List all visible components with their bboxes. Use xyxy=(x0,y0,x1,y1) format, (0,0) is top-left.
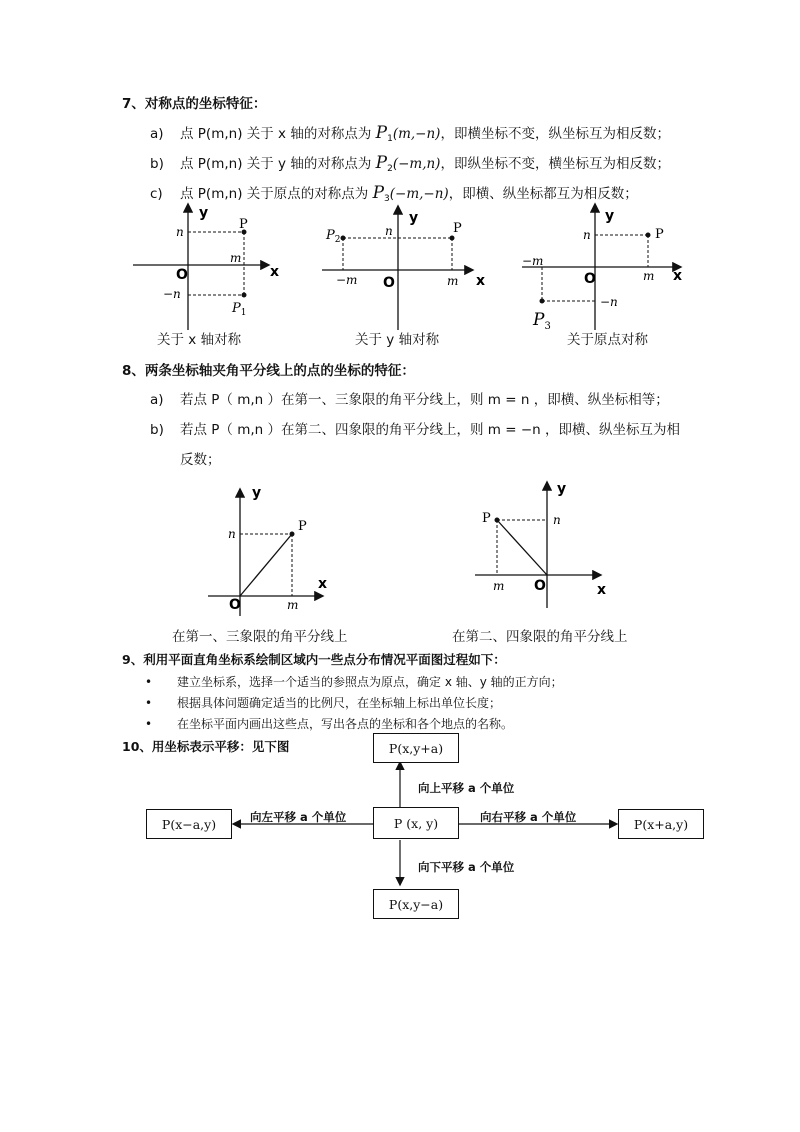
fig3-n-label: n xyxy=(583,228,591,242)
section10-heading: 10、用坐标表示平移：见下图 xyxy=(122,739,290,754)
fig1-caption: 关于 x 轴对称 xyxy=(157,332,242,348)
fig5-caption: 在第二、四象限的角平分线上 xyxy=(452,629,628,645)
fig2-p2-label: $P_2$ xyxy=(326,228,341,245)
fig3-neg-n-label: −n xyxy=(600,295,618,309)
figure-origin-symmetry xyxy=(522,205,682,332)
s7-item-b xyxy=(150,152,670,174)
s7-item-b-coord: (−m,n) xyxy=(392,156,441,172)
s7-item-b-point: P xyxy=(375,153,388,173)
fig3-y-label: y xyxy=(605,208,615,224)
fig2-caption: 关于 y 轴对称 xyxy=(355,332,440,348)
fig2-n-label: n xyxy=(385,224,393,238)
fig1-y-label: y xyxy=(199,205,209,221)
s7-item-a-pre: 点 P(m,n) 关于 x 轴的对称点为 xyxy=(180,126,372,142)
box-up: P(x,y+a) xyxy=(373,733,459,763)
fig5-p-label: P xyxy=(482,511,491,526)
figure-second-fourth-bisector xyxy=(475,481,606,608)
fig5-origin-label: O xyxy=(534,578,546,594)
s7-item-c-sub: 3 xyxy=(384,194,390,204)
fig3-point-p xyxy=(646,233,651,238)
s7-item-c-tag: c) xyxy=(150,186,163,202)
fig2-origin-label: O xyxy=(383,275,395,291)
s8-item-b-continuation: 反数； xyxy=(180,452,221,468)
fig4-origin-label: O xyxy=(229,597,241,613)
s9-item-1-text: 建立坐标系，选择一个适当的参照点为原点，确定 x 轴、y 轴的正方向； xyxy=(177,675,563,689)
bullet-icon: • xyxy=(145,717,153,731)
fig3-caption: 关于原点对称 xyxy=(567,332,648,348)
section7-heading: 7、对称点的坐标特征： xyxy=(122,96,267,112)
s9-item-2-text: 根据具体问题确定适当的比例尺，在坐标轴上标出单位长度； xyxy=(177,696,502,710)
s7-item-b-post: ，即纵坐标不变，横坐标互为相反数； xyxy=(440,156,670,172)
box-left: P(x−a,y) xyxy=(146,809,232,839)
figure-first-third-bisector xyxy=(208,485,327,616)
fig1-p1-label: $P_1$ xyxy=(232,301,247,318)
label-right: 向右平移 a 个单位 xyxy=(480,810,577,824)
fig1-n-label: n xyxy=(176,225,184,239)
bisector-figures xyxy=(0,478,800,628)
fig5-m-label: m xyxy=(493,579,505,593)
fig2-y-label: y xyxy=(409,210,419,226)
fig2-p-label: P xyxy=(453,221,462,236)
fig3-origin-label: O xyxy=(584,271,596,287)
s8-item-a xyxy=(150,388,669,408)
fig3-x-label: x xyxy=(673,268,683,284)
label-up: 向上平移 a 个单位 xyxy=(418,781,515,795)
fig4-y-label: y xyxy=(252,485,262,501)
box-center: P (x, y) xyxy=(373,807,459,839)
fig1-neg-n-label: −n xyxy=(163,287,181,301)
section8-heading: 8、两条坐标轴夹角平分线上的点的坐标的特征： xyxy=(122,363,415,379)
s7-item-c-post: ，即横、纵坐标都互为相反数； xyxy=(448,186,638,202)
figure-x-axis-symmetry xyxy=(133,205,279,330)
fig5-bisector xyxy=(497,520,547,575)
fig1-m-label: m xyxy=(230,251,242,265)
s8-item-b-tag: b) xyxy=(150,422,164,438)
fig3-m-label: m xyxy=(643,269,655,283)
s9-list-item xyxy=(145,673,563,690)
fig2-m-label: m xyxy=(447,274,459,288)
fig3-p-label: P xyxy=(655,227,664,242)
label-down: 向下平移 a 个单位 xyxy=(418,860,515,874)
fig2-point-p xyxy=(450,236,455,241)
fig4-point-p xyxy=(290,532,295,537)
s8-item-b-text: 若点 P（ m,n ）在第二、四象限的角平分线上，则 m = −n ，即横、纵坐标互为相 xyxy=(180,422,681,438)
fig4-bisector xyxy=(240,534,292,596)
bullet-icon: • xyxy=(145,696,153,710)
fig1-p-label: P xyxy=(239,217,248,232)
box-right: P(x+a,y) xyxy=(618,809,704,839)
fig2-x-label: x xyxy=(476,273,486,289)
s9-item-3-text: 在坐标平面内画出这些点，写出各点的坐标和各个地点的名称。 xyxy=(177,717,514,731)
fig1-x-label: x xyxy=(270,264,280,280)
s7-item-a xyxy=(150,122,670,144)
s9-list-item xyxy=(145,694,501,711)
s7-item-c-point: P xyxy=(372,183,385,203)
fig4-n-label: n xyxy=(228,527,236,541)
s8-item-b xyxy=(150,418,680,438)
s7-item-b-pre: 点 P(m,n) 关于 y 轴的对称点为 xyxy=(180,156,372,172)
fig5-point-p xyxy=(495,518,500,523)
fig5-y-label: y xyxy=(557,481,567,497)
fig3-neg-m-label: −m xyxy=(522,254,544,268)
fig2-point-p2 xyxy=(341,236,346,241)
s7-item-b-tag: b) xyxy=(150,156,164,172)
fig1-origin-label: O xyxy=(176,267,188,283)
fig3-p3-label: $P_3$ xyxy=(533,310,551,332)
section9-heading: 9、利用平面直角坐标系绘制区域内一些点分布情况平面图过程如下： xyxy=(122,652,506,667)
fig2-neg-m-label: −m xyxy=(336,273,358,287)
fig3-point-p3 xyxy=(540,299,545,304)
fig4-caption: 在第一、三象限的角平分线上 xyxy=(172,629,348,645)
bullet-icon: • xyxy=(145,675,153,689)
s7-item-a-post: ，即横坐标不变，纵坐标互为相反数； xyxy=(440,126,670,142)
s7-item-c-pre: 点 P(m,n) 关于原点的对称点为 xyxy=(180,186,369,202)
s7-item-a-point: P xyxy=(375,123,388,143)
s8-item-a-tag: a) xyxy=(150,392,164,408)
fig5-x-label: x xyxy=(597,582,607,598)
s7-item-a-tag: a) xyxy=(150,126,164,142)
fig4-x-label: x xyxy=(318,576,328,592)
s7-item-c-coord: (−m,−n) xyxy=(389,186,449,202)
s7-item-a-sub: 1 xyxy=(387,134,393,144)
s8-item-a-text: 若点 P（ m,n ）在第一、三象限的角平分线上，则 m = n ，即横、纵坐标相等； xyxy=(180,392,669,408)
fig4-m-label: m xyxy=(287,598,299,612)
fig1-point-p1 xyxy=(242,293,247,298)
fig5-n-label: n xyxy=(553,513,561,527)
figure-y-axis-symmetry xyxy=(322,207,485,330)
s7-item-b-sub: 2 xyxy=(387,164,393,174)
s9-list-item xyxy=(145,715,513,732)
box-down: P(x,y−a) xyxy=(373,889,459,919)
fig4-p-label: P xyxy=(298,519,307,534)
s7-item-a-coord: (m,−n) xyxy=(392,126,441,142)
label-left: 向左平移 a 个单位 xyxy=(250,810,347,824)
